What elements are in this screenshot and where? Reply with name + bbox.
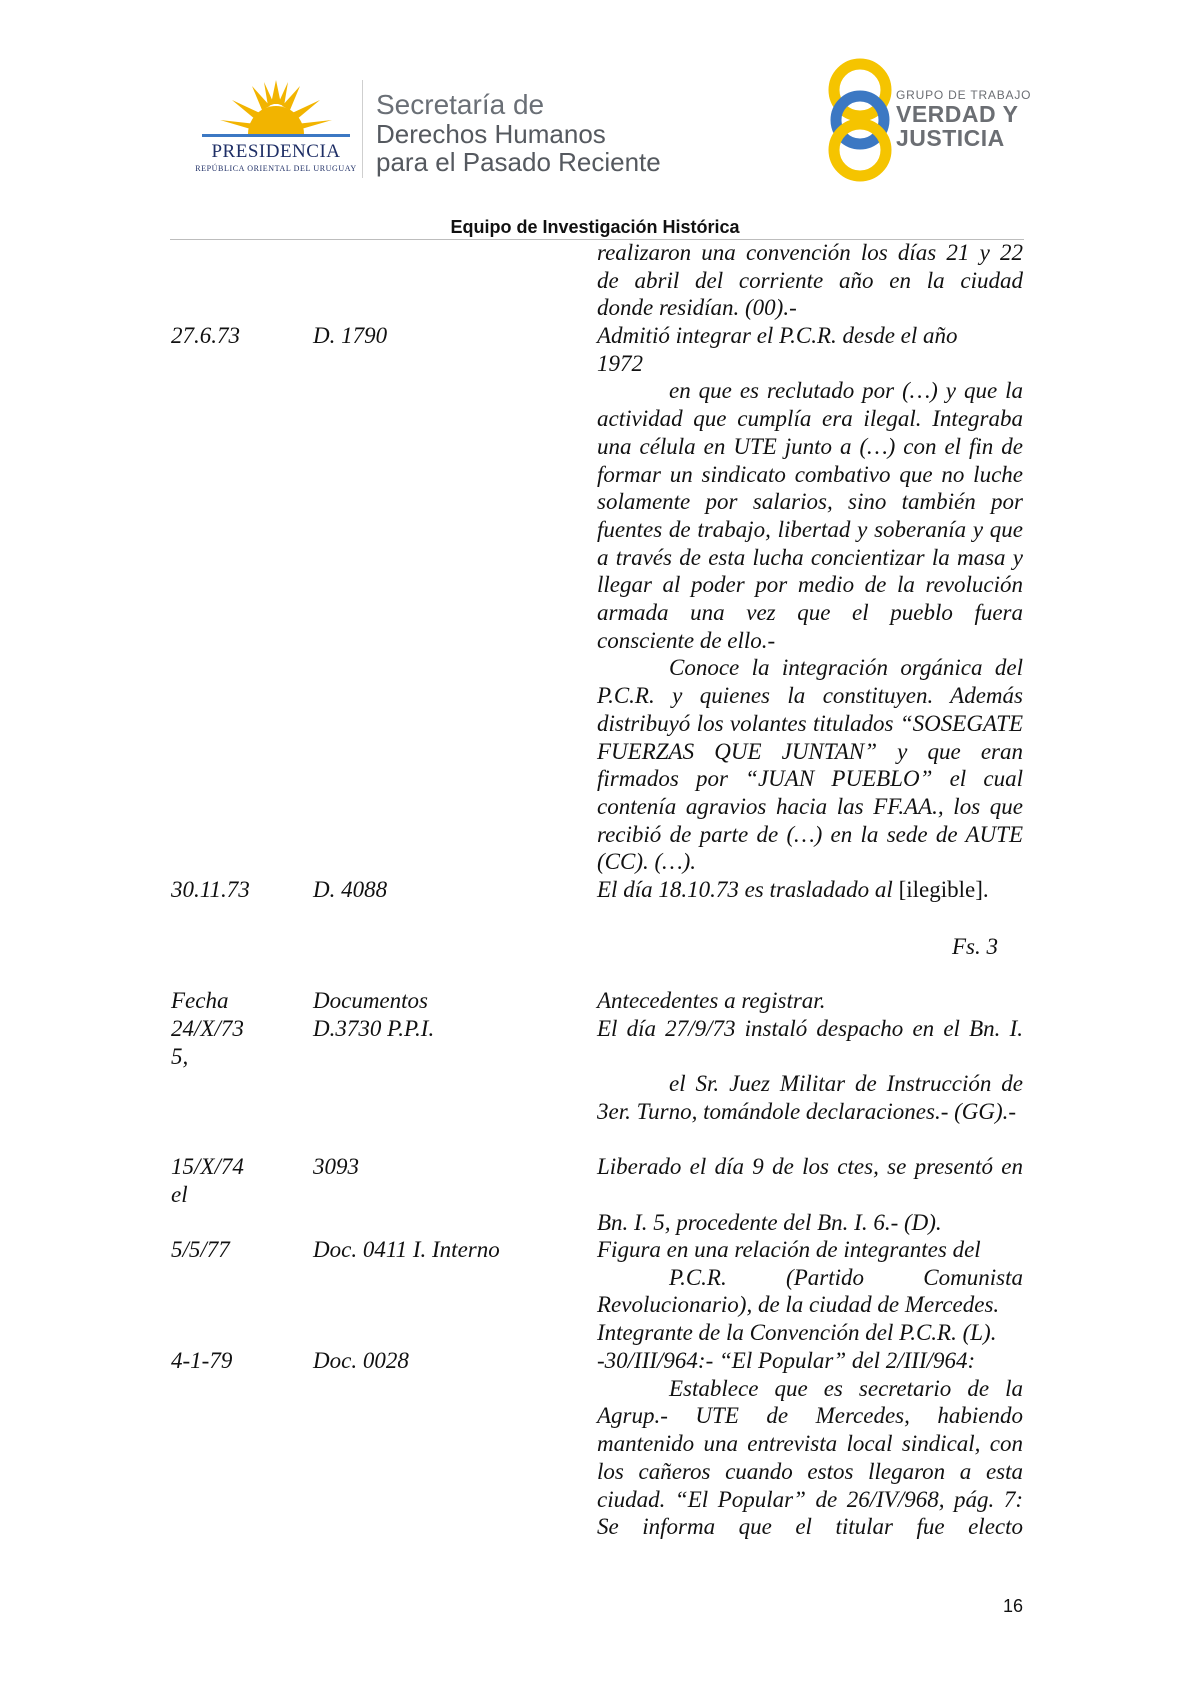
letterhead <box>0 0 1190 200</box>
entry-body <box>597 876 1023 904</box>
body-line: realizaron una convención los días 21 y 22 <box>597 240 1023 265</box>
entry-body <box>597 322 1023 876</box>
row-date: 5/5/77 <box>171 1237 230 1262</box>
row-date-continued: el <box>171 1182 188 1207</box>
body-line: El día 27/9/73 instaló despacho en el Bn. I. <box>597 1016 1023 1041</box>
body-line: Admitió integrar el P.C.R. desde el año <box>597 323 958 348</box>
column-header-documents: Documentos <box>313 988 428 1013</box>
entry-body <box>597 1236 1023 1347</box>
illegible-mark: [ilegible]. <box>898 877 989 902</box>
secretaria-title <box>376 90 661 176</box>
interlocking-rings-icon <box>820 56 900 184</box>
column-header-antecedents: Antecedentes a registrar. <box>597 988 826 1013</box>
body-line <box>597 876 1023 904</box>
body-line: Integrante de la Convención del P.C.R. (L). <box>597 1320 997 1346</box>
entry-body <box>597 1070 1023 1125</box>
gvj-line-1: GRUPO DE TRABAJO <box>896 88 1032 102</box>
folio-label: Fs. 3 <box>952 934 998 959</box>
body-paragraph: Establece que es secretario de la Agrup.- UTE de Mercedes, habiendo mantenido una entrevista local sindical, con los cañeros cuando estos llegaron a esta ciudad. “El Popular” de 26/IV/968, pág. 7: Se informa que el titular fue electo <box>597 1375 1023 1540</box>
entry-body <box>597 1153 1023 1181</box>
body-line: Liberado el día 9 de los ctes, se presentó en <box>597 1154 1023 1179</box>
row-document: D. 4088 <box>313 877 388 902</box>
intro-block <box>597 239 1023 322</box>
row-date: 24/X/73 <box>171 1016 244 1041</box>
row-date-continued: 5, <box>171 1044 189 1069</box>
row-date: 15/X/74 <box>171 1154 244 1179</box>
body-line: de abril del corriente año en la ciudad <box>597 267 1023 293</box>
logo-divider <box>362 80 363 178</box>
team-heading: Equipo de Investigación Histórica <box>450 217 740 237</box>
row-document: D.3730 P.P.I. <box>313 1016 435 1041</box>
body-line: -30/III/964:- “El Popular” del 2/III/964: <box>597 1348 976 1373</box>
body-text: El día 18.10.73 es trasladado al <box>597 877 893 902</box>
presidencia-subtitle: REPÚBLICA ORIENTAL DEL URUGUAY <box>195 164 357 173</box>
body-paragraph: el Sr. Juez Militar de Instrucción de 3er. Turno, tomándole declaraciones.- (GG).- <box>597 1071 1023 1124</box>
entry-body <box>597 1015 1023 1043</box>
row-document: Doc. 0028 <box>313 1348 409 1373</box>
body-paragraph: P.C.R. (Partido Comunista Revolucionario), de la ciudad de Mercedes. <box>597 1264 1023 1318</box>
presidencia-logo <box>192 78 360 178</box>
gvj-line-2: VERDAD Y <box>896 101 1019 127</box>
secretaria-line-2: Derechos Humanos <box>376 119 606 149</box>
body-line: donde residían. (00).- <box>597 295 797 321</box>
body-line: Figura en una relación de integrantes del <box>597 1237 981 1262</box>
row-document: 3093 <box>313 1154 359 1179</box>
entry-body <box>597 1209 1023 1237</box>
page-number: 16 <box>1003 1596 1024 1616</box>
body-paragraph: en que es reclutado por (…) y que la actividad que cumplía era ilegal. Integraba una célula en UTE junto a (…) con el fin de formar un sindicato combativo que no luche solamente por salarios, sino también por fuentes de trabajo, libertad y soberanía y que a través de esta lucha concientizar la masa y llegar al poder por medio de la revolución armada una vez que el pueblo fuera consciente de ello.- <box>597 378 1023 653</box>
gvj-wordmark <box>896 88 1031 150</box>
gvj-line-3: JUSTICIA <box>896 125 1005 151</box>
body-line: Bn. I. 5, procedente del Bn. I. 6.- (D). <box>597 1210 942 1235</box>
secretaria-line-3: para el Pasado Reciente <box>376 147 661 177</box>
column-header-date: Fecha <box>171 988 229 1013</box>
entry-body <box>597 1347 1023 1541</box>
presidencia-wordmark: PRESIDENCIA <box>211 141 341 162</box>
row-document: D. 1790 <box>313 323 388 348</box>
sun-of-may-icon <box>192 78 360 142</box>
body-line: 1972 <box>597 350 643 376</box>
row-date: 27.6.73 <box>171 323 240 348</box>
row-date: 30.11.73 <box>171 877 250 902</box>
row-date: 4-1-79 <box>171 1348 233 1373</box>
secretaria-line-1: Secretaría de <box>376 89 545 120</box>
body-paragraph: Conoce la integración orgánica del P.C.R. y quienes la constituyen. Además distribuyó los volantes titulados “SOSEGATE FUERZAS QUE JUNTAN” y que eran firmados por “JUAN PUEBLO” el cual contenía agravios hacia las FF.AA., los que recibió de parte de (…) en la sede de AUTE (CC). (…). <box>597 655 1023 875</box>
row-document: Doc. 0411 I. Interno <box>313 1237 500 1262</box>
